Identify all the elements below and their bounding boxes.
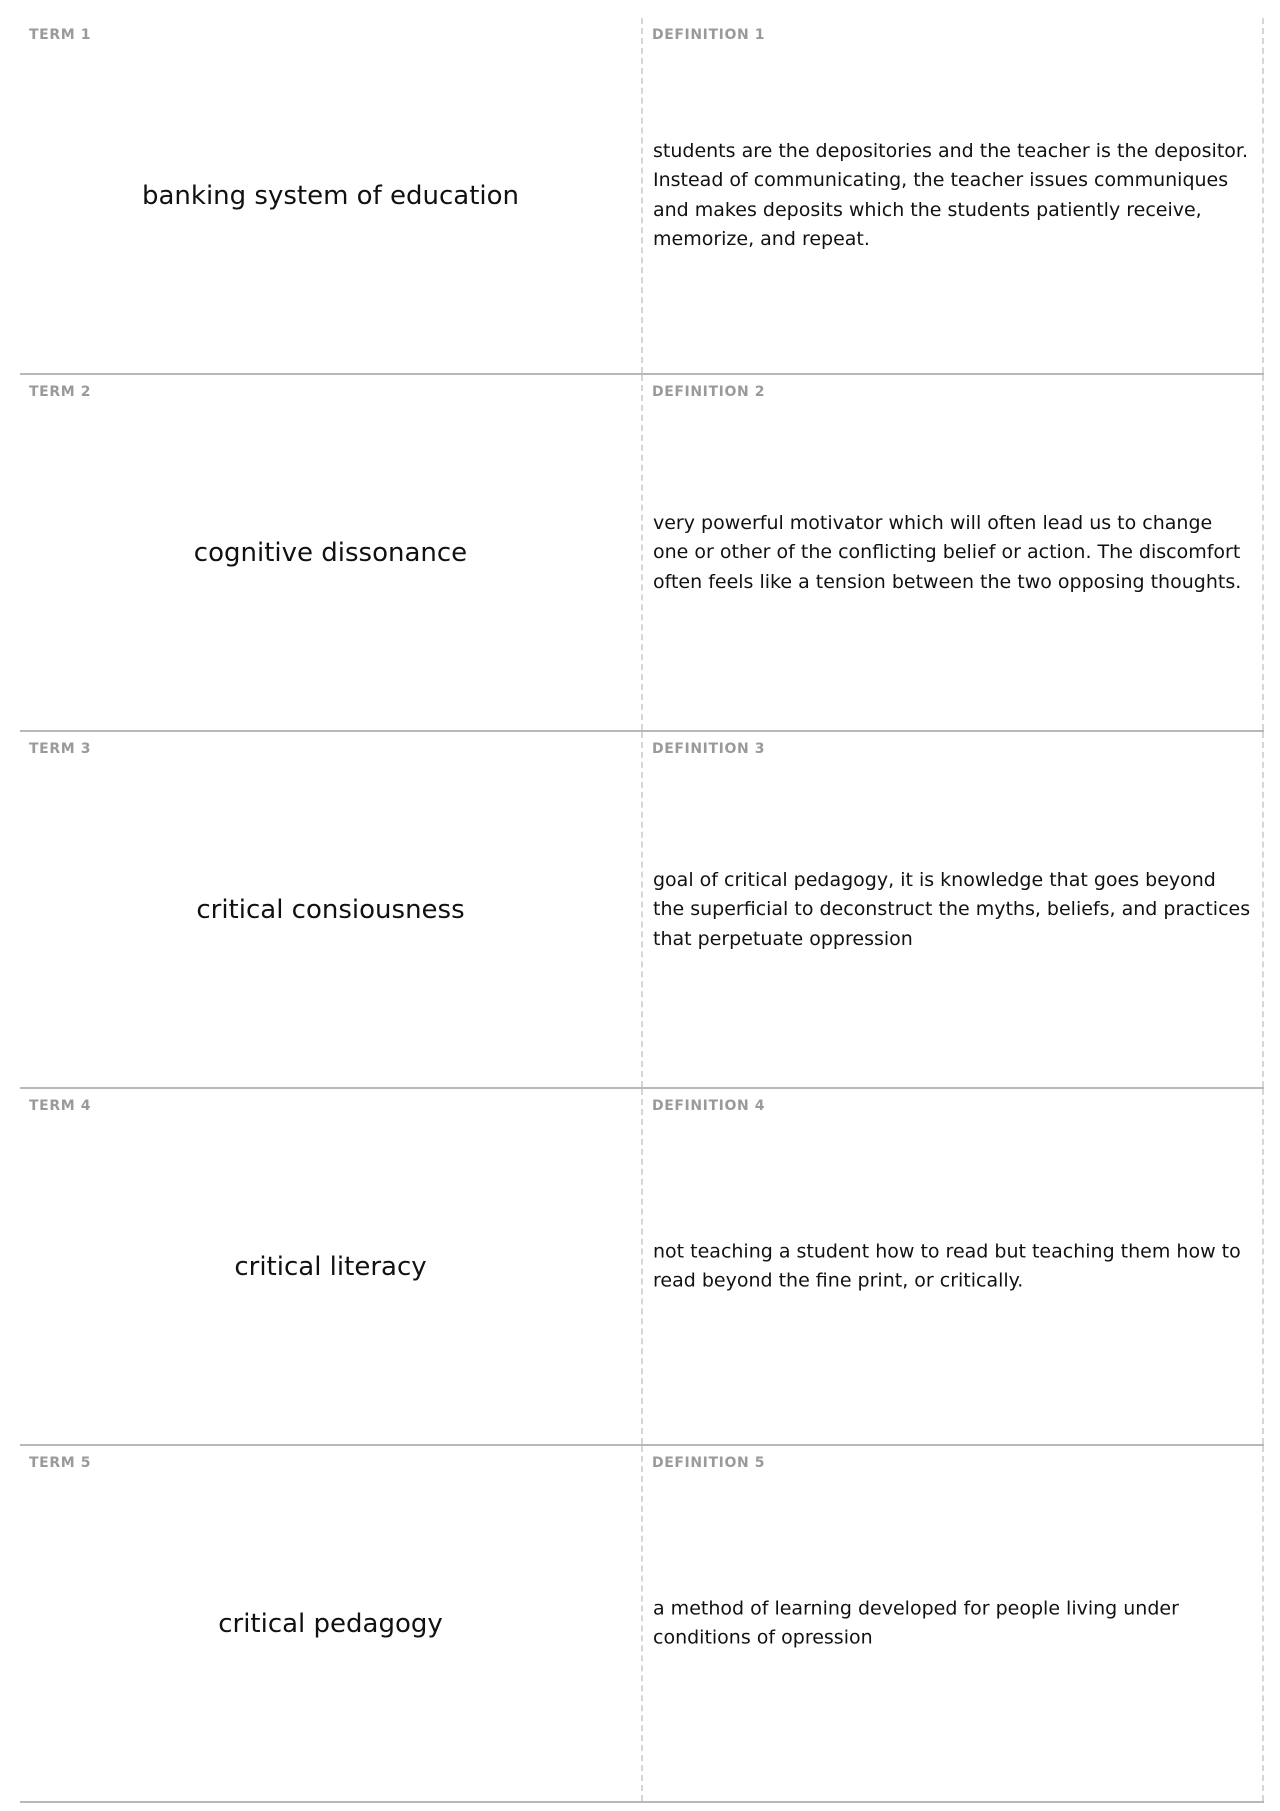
definition-text: students are the depositories and the teacher is the depositor. Instead of communicating, the teacher issues communiques and makes deposits which the students patiently receive, memorize, and repeat. <box>653 139 1249 250</box>
definition-cell <box>643 18 1264 373</box>
definition-text: a method of learning developed for people living under conditions of opression <box>653 1597 1179 1649</box>
term-text: critical consiousness <box>196 894 465 925</box>
definition-label: DEFINITION 1 <box>652 27 766 43</box>
flashcard-row-4 <box>20 1089 1264 1446</box>
term-label: TERM 1 <box>29 27 92 43</box>
term-text: cognitive dissonance <box>193 537 468 568</box>
term-label: TERM 5 <box>29 1455 92 1471</box>
term-cell <box>20 1089 643 1444</box>
definition-label: DEFINITION 3 <box>652 741 766 757</box>
flashcard-row-3 <box>20 732 1264 1089</box>
term-cell <box>20 1446 643 1801</box>
term-text: critical pedagogy <box>218 1608 443 1639</box>
definition-label: DEFINITION 5 <box>652 1455 766 1471</box>
definition-cell <box>643 732 1264 1087</box>
definition-label: DEFINITION 2 <box>652 384 766 400</box>
term-cell <box>20 18 643 373</box>
term-cell <box>20 732 643 1087</box>
term-text: critical literacy <box>234 1251 427 1282</box>
flashcard-row-5 <box>20 1446 1264 1803</box>
term-label: TERM 4 <box>29 1098 92 1114</box>
definition-label: DEFINITION 4 <box>652 1098 766 1114</box>
definition-cell <box>643 375 1264 730</box>
term-cell <box>20 375 643 730</box>
definition-text: not teaching a student how to read but teaching them how to read beyond the fine print, or critically. <box>653 1240 1241 1292</box>
term-label: TERM 3 <box>29 741 92 757</box>
definition-cell <box>643 1446 1264 1801</box>
term-text: banking system of education <box>141 180 520 211</box>
flashcard-row-1 <box>20 18 1264 375</box>
definition-text: very powerful motivator which will often lead us to change one or other of the conflicting belief or action. The discomfort often feels like a tension between the two opposing thoughts. <box>653 511 1242 593</box>
definition-cell <box>643 1089 1264 1444</box>
flashcard-row-2 <box>20 375 1264 732</box>
flashcard-sheet <box>20 18 1264 1803</box>
term-label: TERM 2 <box>29 384 92 400</box>
definition-text: goal of critical pedagogy, it is knowledge that goes beyond the superficial to deconstruct the myths, beliefs, and practices that perpetuate oppression <box>653 868 1251 950</box>
